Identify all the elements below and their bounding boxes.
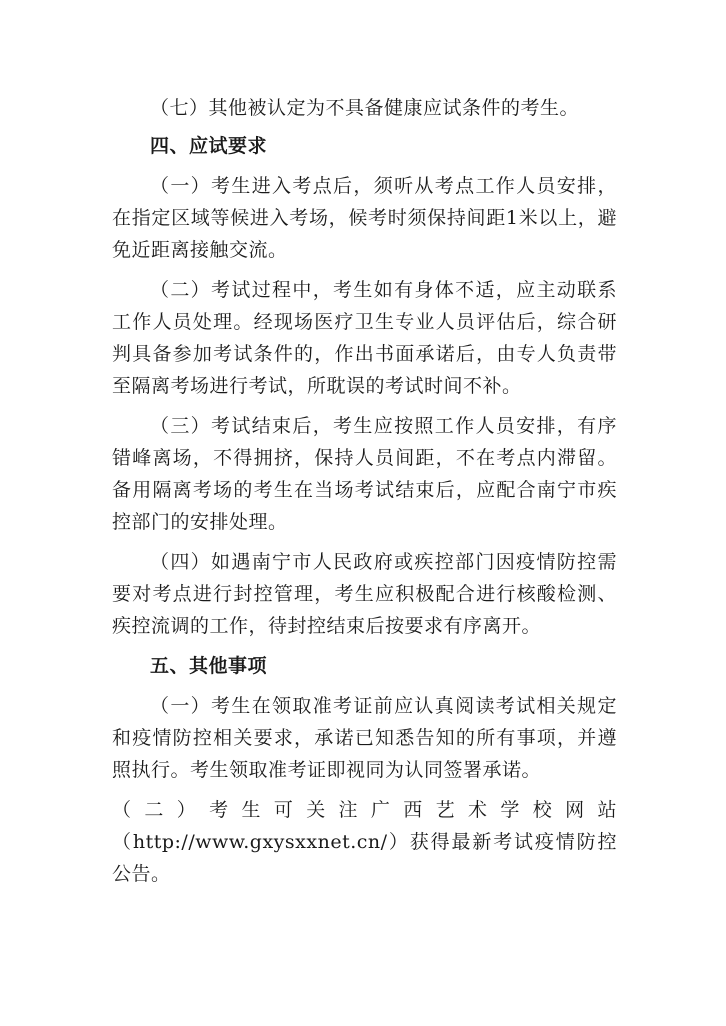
- section-heading-exam-requirements: 四、应试要求: [150, 135, 268, 157]
- paragraph-requirement-1: （一）考生进入考点后，须听从考点工作人员安排，在指定区域等候进入考场，候考时须保持间距1米以上，避免近距离接触交流。: [112, 175, 617, 261]
- paragraph-requirement-2: （二）考试过程中，考生如有身体不适，应主动联系工作人员处理。经现场医疗卫生专业人员评估后，综合研判具备参加考试条件的，作出书面承诺后，由专人负责带至隔离考场进行考试，所耽误的考试时间不补。: [112, 279, 617, 397]
- paragraph-item-seven: （七）其他被认定为不具备健康应试条件的考生。: [150, 97, 580, 119]
- paragraph-other-2: [112, 794, 617, 890]
- paragraph-other-1: （一）考生在领取准考证前应认真阅读考试相关规定和疫情防控相关要求，承诺已知悉告知的所有事项，并遵照执行。考生领取准考证即视同为认同签署承诺。: [112, 695, 617, 781]
- document-body: [112, 92, 617, 890]
- paragraph-requirement-4: （四）如遇南宁市人民政府或疾控部门因疫情防控需要对考点进行封控管理，考生应积极配合进行核酸检测、疾控流调的工作，待封控结束后按要求有序离开。: [112, 551, 617, 637]
- section-heading-other-matters: 五、其他事项: [150, 655, 268, 677]
- paragraph-other-2-line-1: （二）考生可关注广西艺术学校网站: [112, 799, 617, 821]
- paragraph-other-2-rest: （http://www.gxysxxnet.cn/）获得最新考试疫情防控公告。: [112, 831, 617, 885]
- paragraph-requirement-3: （三）考试结束后，考生应按照工作人员安排，有序错峰离场，不得拥挤，保持人员间距，不在考点内滞留。备用隔离考场的考生在当场考试结束后，应配合南宁市疾控部门的安排处理。: [112, 415, 617, 533]
